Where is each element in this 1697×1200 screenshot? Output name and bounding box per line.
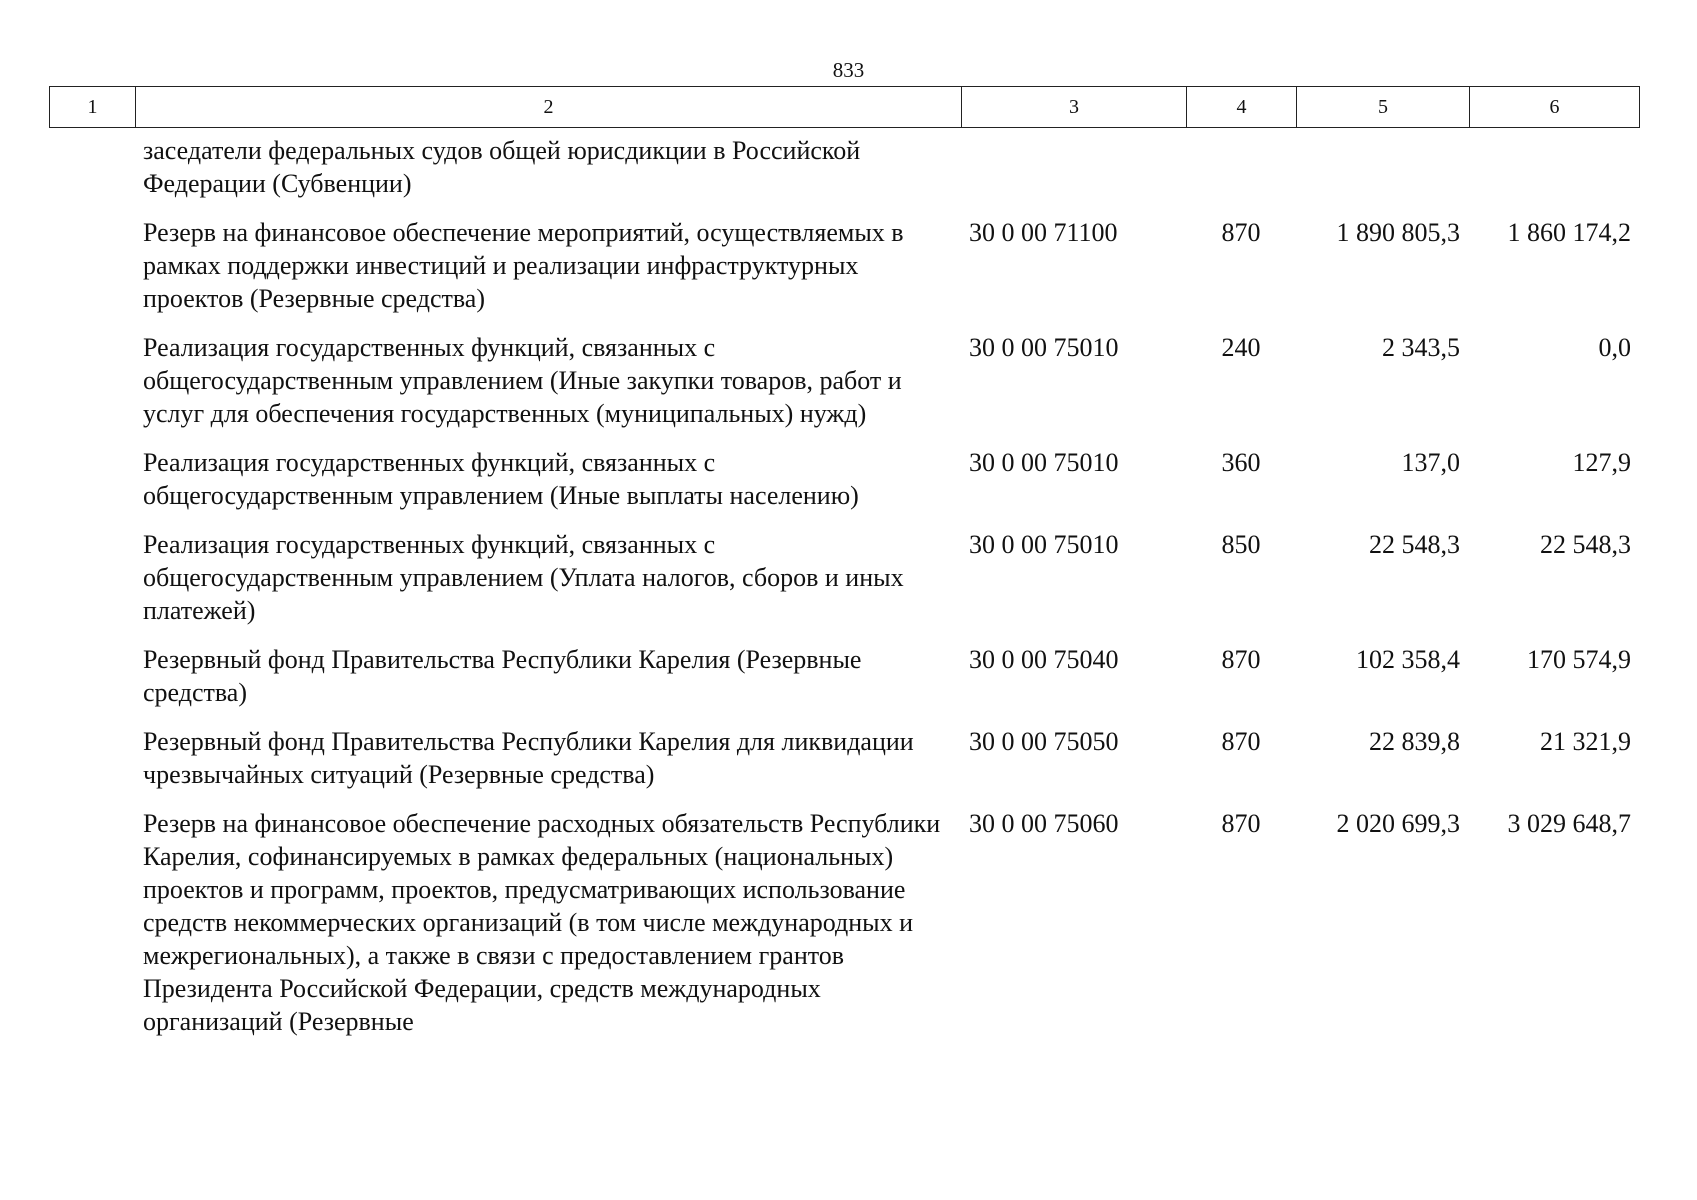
row-number-cell: [49, 134, 135, 200]
expense-name: Резерв на финансовое обеспечение расходных обязательств Республики Карелия, софинансируемых в рамках федеральных (национальных) проектов и программ, проектов, предусматривающих использование средств некоммерческих организаций (в том числе международных и межрегиональных), а также в связи с предоставлением грантов Президента Российской Федерации, средств международных организаций (Резервные: [143, 809, 941, 1036]
table-row: [49, 216, 1639, 315]
table-row: [49, 134, 1639, 200]
expense-type-code: [1186, 134, 1296, 200]
amount-column-5: 22 548,3: [1369, 530, 1460, 559]
column-number-2: 2: [136, 87, 962, 128]
row-number-cell: [49, 216, 135, 315]
table-row: [49, 528, 1639, 627]
amount-column-6: 1 860 174,2: [1507, 218, 1631, 247]
table-row: [49, 643, 1639, 709]
expense-type-code: 850: [1221, 530, 1261, 559]
row-number-cell: [49, 331, 135, 430]
target-article-code: 30 0 00 75010: [969, 333, 1119, 362]
amount-column-5: 2 343,5: [1382, 333, 1460, 362]
expense-type-code: 870: [1221, 645, 1261, 674]
target-article-code: 30 0 00 75060: [969, 809, 1119, 838]
column-number-1: 1: [50, 87, 136, 128]
amount-column-6: 0,0: [1598, 333, 1631, 362]
amount-column-5: 22 839,8: [1369, 727, 1460, 756]
column-number-header: [49, 86, 1640, 128]
budget-table-body: [49, 134, 1639, 1054]
column-number-4: 4: [1187, 87, 1297, 128]
target-article-code: 30 0 00 75050: [969, 727, 1119, 756]
table-row: [49, 446, 1639, 512]
expense-name: Резерв на финансовое обеспечение мероприятий, осуществляемых в рамках поддержки инвестиций и реализации инфраструктурных проектов (Резервные средства): [143, 218, 904, 313]
expense-type-code: 870: [1221, 727, 1261, 756]
table-row: [49, 807, 1639, 1038]
amount-column-5: [1296, 134, 1469, 200]
amount-column-6: 3 029 648,7: [1507, 809, 1631, 838]
row-number-cell: [49, 807, 135, 1038]
target-article-code: 30 0 00 75040: [969, 645, 1119, 674]
page-number: 833: [832, 58, 865, 82]
column-number-6: 6: [1470, 87, 1640, 128]
row-number-cell: [49, 528, 135, 627]
amount-column-5: 1 890 805,3: [1336, 218, 1460, 247]
row-number-cell: [49, 446, 135, 512]
amount-column-6: 127,9: [1572, 448, 1631, 477]
target-article-code: [961, 134, 1186, 200]
amount-column-6: 21 321,9: [1540, 727, 1631, 756]
table-row: [49, 331, 1639, 430]
target-article-code: 30 0 00 75010: [969, 448, 1119, 477]
expense-name: Реализация государственных функций, связанных с общегосударственным управлением (Иные выплаты населению): [143, 448, 859, 510]
amount-column-5: 102 358,4: [1356, 645, 1460, 674]
target-article-code: 30 0 00 75010: [969, 530, 1119, 559]
expense-type-code: 870: [1221, 218, 1261, 247]
amount-column-5: 137,0: [1401, 448, 1460, 477]
header-row: [50, 87, 1640, 128]
column-number-5: 5: [1297, 87, 1470, 128]
table-row: [49, 725, 1639, 791]
expense-type-code: 870: [1221, 809, 1261, 838]
amount-column-6: 22 548,3: [1540, 530, 1631, 559]
row-number-cell: [49, 725, 135, 791]
expense-name: Резервный фонд Правительства Республики Карелия для ликвидации чрезвычайных ситуаций (Резервные средства): [143, 727, 914, 789]
expense-type-code: 360: [1221, 448, 1261, 477]
expense-name: Резервный фонд Правительства Республики Карелия (Резервные средства): [143, 645, 862, 707]
amount-column-6: 170 574,9: [1527, 645, 1631, 674]
amount-column-5: 2 020 699,3: [1336, 809, 1460, 838]
expense-name: Реализация государственных функций, связанных с общегосударственным управлением (Иные закупки товаров, работ и услуг для обеспечения государственных (муниципальных) нужд): [143, 333, 902, 428]
expense-name: Реализация государственных функций, связанных с общегосударственным управлением (Уплата налогов, сборов и иных платежей): [143, 530, 904, 625]
target-article-code: 30 0 00 71100: [969, 218, 1118, 247]
expense-name: заседатели федеральных судов общей юрисдикции в Российской Федерации (Субвенции): [143, 136, 861, 198]
row-number-cell: [49, 643, 135, 709]
expense-type-code: 240: [1221, 333, 1261, 362]
column-number-3: 3: [962, 87, 1187, 128]
amount-column-6: [1469, 134, 1639, 200]
